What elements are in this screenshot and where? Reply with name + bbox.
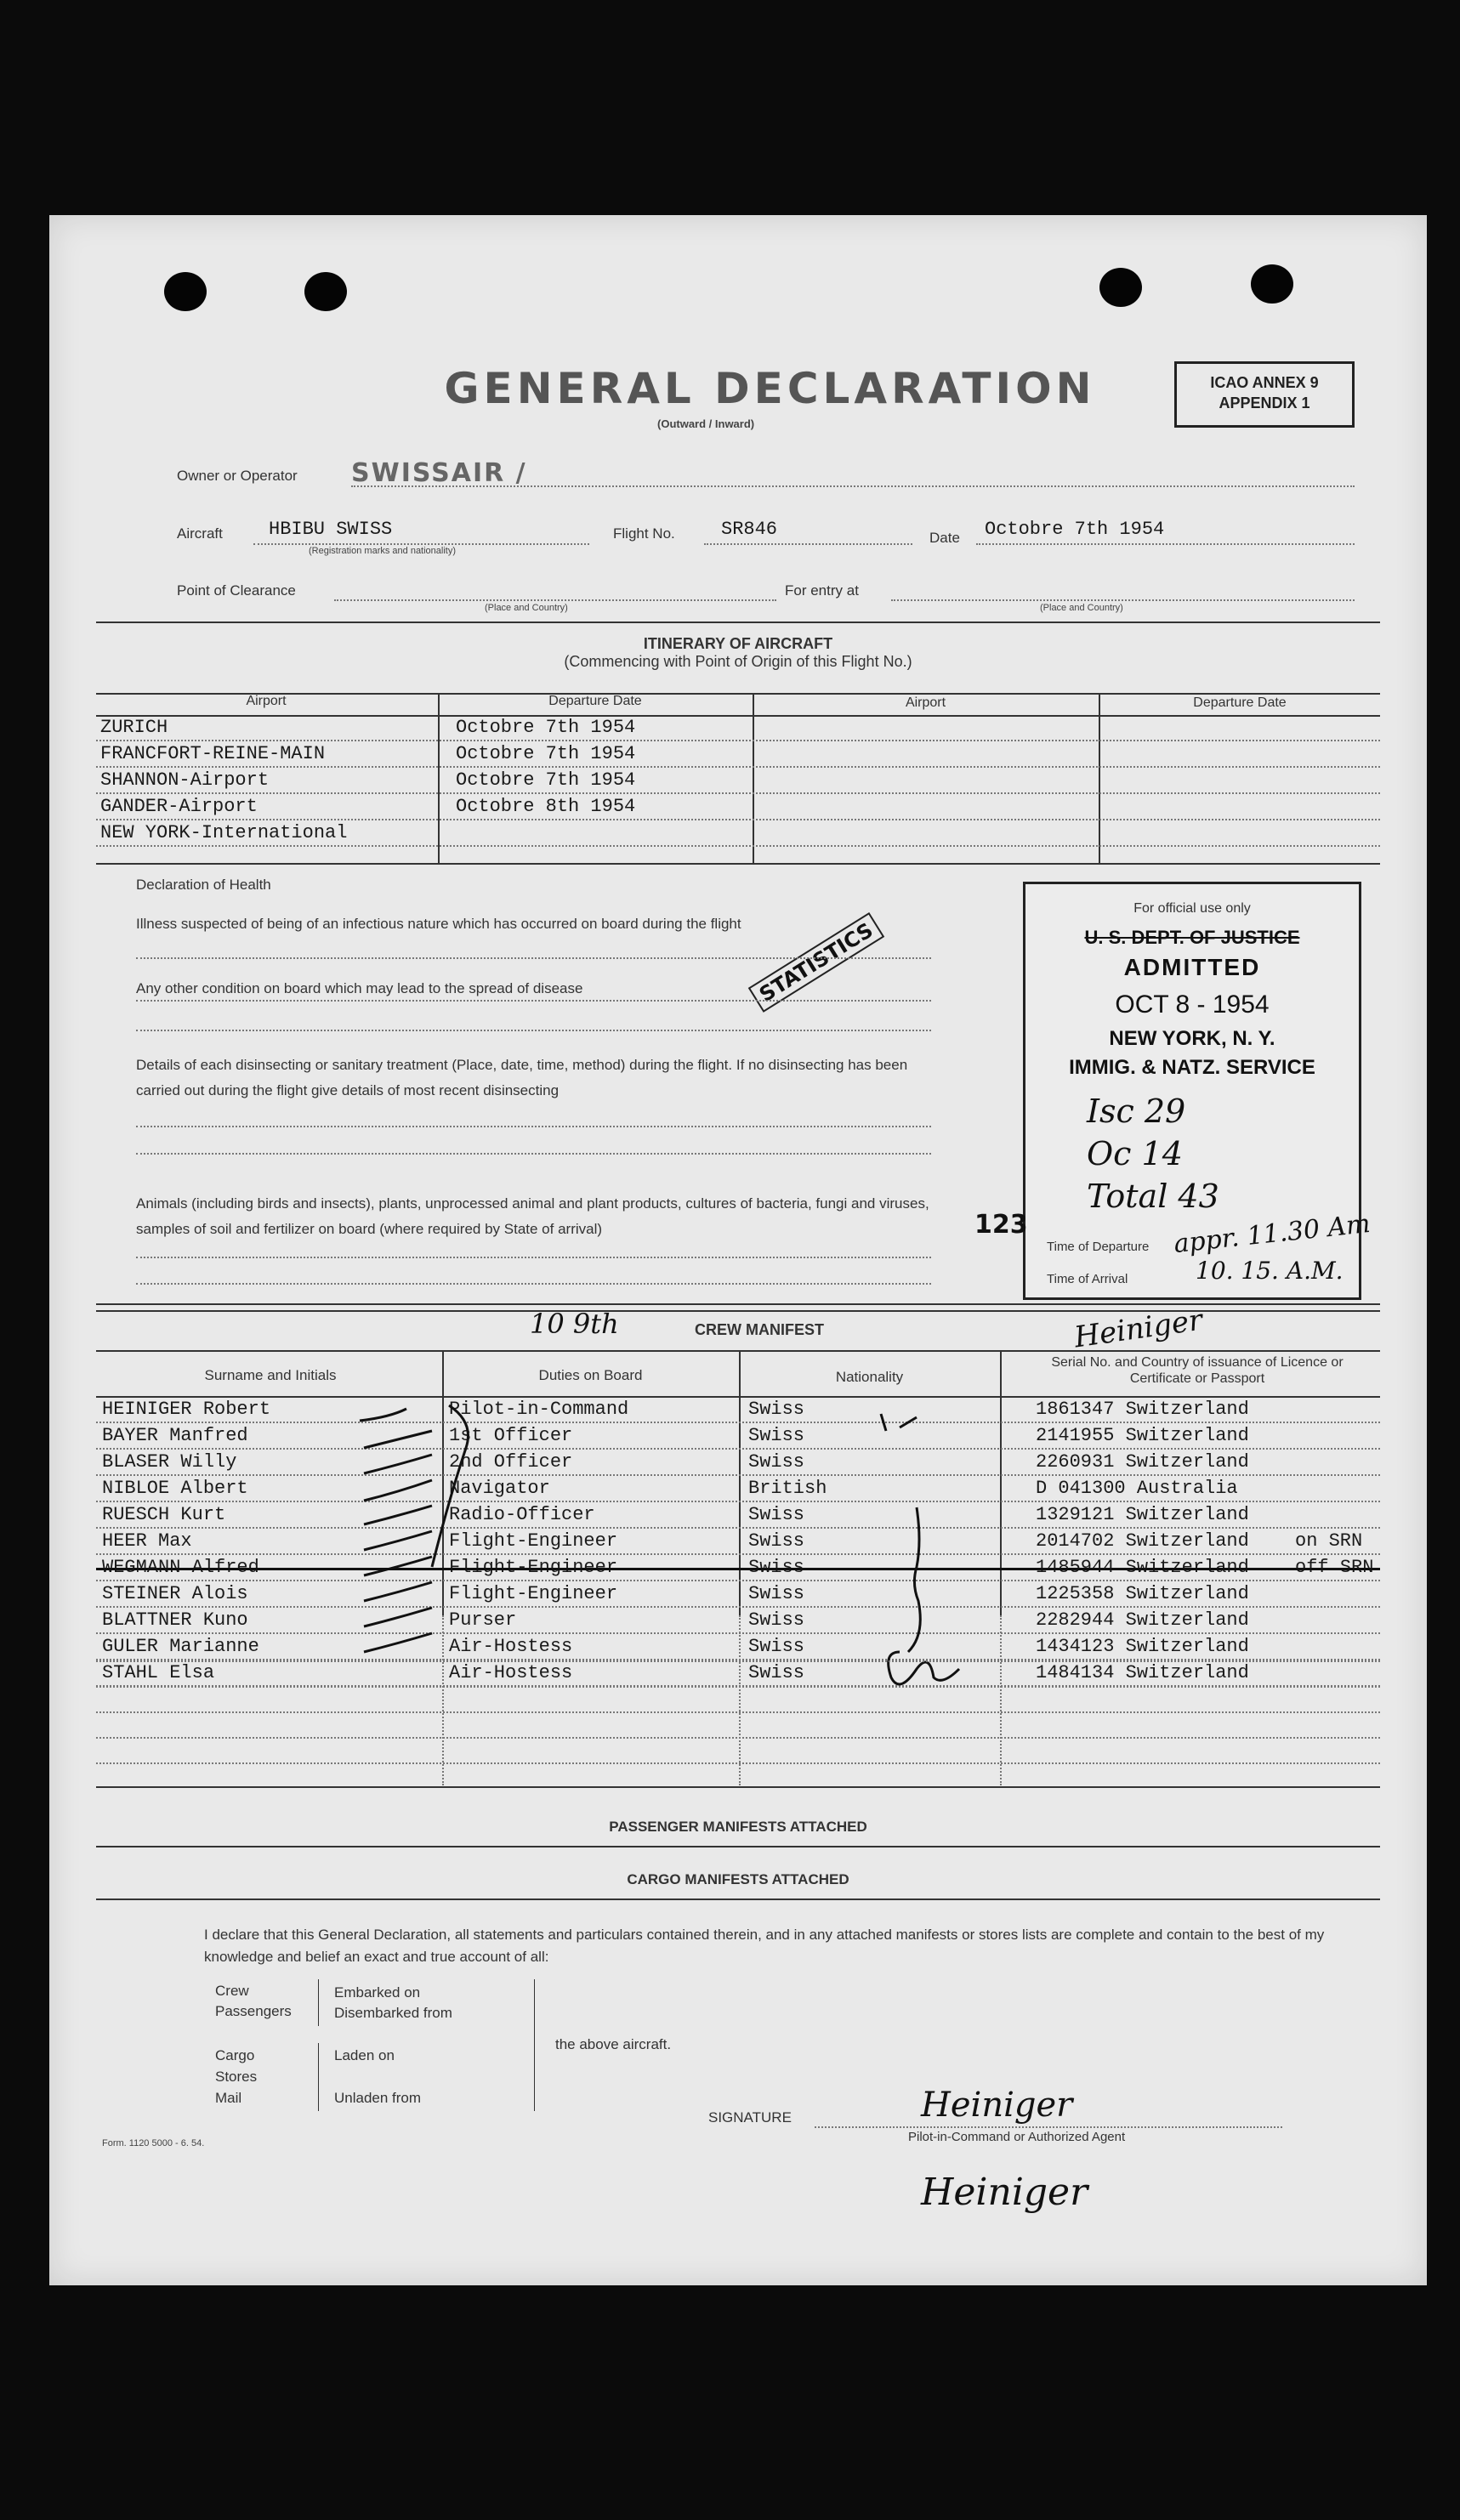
arrival-time: 10. 15. A.M. <box>1196 1257 1344 1285</box>
itinerary-date: Octobre 7th 1954 <box>456 717 636 738</box>
crew-duty: Navigator <box>449 1478 550 1499</box>
punch-hole <box>304 272 347 311</box>
crew-title: CREW MANIFEST <box>695 1321 824 1338</box>
form-number: Form. 1120 5000 - 6. 54. <box>102 2138 205 2148</box>
signature-caption: Pilot-in-Command or Authorized Agent <box>908 2130 1126 2144</box>
passenger-manifests: PASSENGER MANIFESTS ATTACHED <box>609 1819 867 1835</box>
crew-header-licence: Serial No. and Country of issuance of Licence or Certificate or Passport <box>1051 1355 1344 1386</box>
handwritten-oc: Oc 14 <box>1087 1135 1183 1172</box>
crew-duty: Flight-Engineer <box>449 1557 618 1578</box>
health-q3: Details of each disinsecting or sanitary treatment (Place, date, time, method) during the flight. If no disinsecting has been carried out during the flight give details of most recent disinsecting <box>136 1057 908 1098</box>
crew-nationality: Swiss <box>748 1425 805 1446</box>
crew-nationality: Swiss <box>748 1583 805 1604</box>
crew-nationality: Swiss <box>748 1504 805 1525</box>
second-signature: Heiniger <box>921 2171 1088 2214</box>
departure-time: appr. 11.30 Am <box>1172 1208 1372 1260</box>
crew-duty: 1st Officer <box>449 1425 573 1446</box>
icao-box <box>1174 361 1355 428</box>
cargo-manifests: CARGO MANIFESTS ATTACHED <box>627 1871 849 1887</box>
crew-name: HEINIGER Robert <box>102 1399 271 1420</box>
punch-hole <box>1099 268 1142 307</box>
crew-licence: 1861347 Switzerland <box>1036 1399 1249 1420</box>
crew-duty: Radio-Officer <box>449 1504 595 1525</box>
crew-name: BLATTNER Kuno <box>102 1609 248 1631</box>
crew-duty: Flight-Engineer <box>449 1530 618 1552</box>
itinerary-date: Octobre 8th 1954 <box>456 796 636 817</box>
decl-aircraft: the above aircraft. <box>555 2036 672 2052</box>
arrival-label: Time of Arrival <box>1047 1272 1128 1286</box>
dept-of-justice: U. S. DEPT. OF JUSTICE <box>1084 927 1300 948</box>
crew-name: STAHL Elsa <box>102 1662 215 1683</box>
crew-name: STEINER Alois <box>102 1583 248 1604</box>
clearance-label: Point of Clearance <box>177 582 296 599</box>
declaration-text: I declare that this General Declaration, all statements and particulars contained therein, and in any attached manifests or stores lists are complete and contain to the best of my knowledge and belief an exact and true account of all: <box>204 1927 1325 1965</box>
icao-line2: APPENDIX 1 <box>1219 394 1310 411</box>
punch-hole <box>1251 264 1293 304</box>
crew-nationality: Swiss <box>748 1557 805 1578</box>
crew-licence: D 041300 Australia <box>1036 1478 1238 1499</box>
crew-licence: 1484134 Switzerland <box>1036 1662 1249 1683</box>
strike-through <box>96 1568 1380 1570</box>
crew-nationality: Swiss <box>748 1636 805 1657</box>
crew-duty: Pilot-in-Command <box>449 1399 629 1420</box>
crew-licence: 1329121 Switzerland <box>1036 1504 1249 1525</box>
immigration-service: IMMIG. & NATZ. SERVICE <box>1069 1056 1315 1079</box>
record-number: 123 <box>974 1210 1028 1240</box>
itinerary-header-date-2: Departure Date <box>1193 695 1287 710</box>
crew-nationality: Swiss <box>748 1609 805 1631</box>
decl-embarked: Embarked on <box>334 1984 421 2001</box>
crew-note: off SRN <box>1295 1557 1374 1578</box>
itinerary-date: Octobre 7th 1954 <box>456 769 636 791</box>
itinerary-date: Octobre 7th 1954 <box>456 743 636 764</box>
page-subtitle: (Outward / Inward) <box>657 417 755 430</box>
health-q4: Animals (including birds and insects), plants, unprocessed animal and plant products, cultures of bacteria, fungi and viruses, samples of soil and fertilizer on board (where required by State of arrival) <box>136 1195 929 1237</box>
date-value: Octobre 7th 1954 <box>985 519 1165 540</box>
signature-label: SIGNATURE <box>708 2109 792 2126</box>
crew-header-nationality: Nationality <box>835 1369 904 1385</box>
admitted-stamp: ADMITTED <box>1123 954 1261 980</box>
crew-licence: 1485944 Switzerland <box>1036 1557 1249 1578</box>
crew-licence: 2260931 Switzerland <box>1036 1451 1249 1473</box>
entry-note: (Place and Country) <box>1040 603 1123 613</box>
crew-duty: Air-Hostess <box>449 1636 573 1657</box>
crew-nationality: British <box>748 1478 827 1499</box>
itinerary-subtitle: (Commencing with Point of Origin of this Flight No.) <box>564 653 912 670</box>
declaration-form <box>49 215 1427 2285</box>
itinerary-header-airport-2: Airport <box>905 695 946 710</box>
official-use-label: For official use only <box>1133 901 1251 916</box>
itinerary-airport: GANDER-Airport <box>100 796 258 817</box>
crew-duty: Purser <box>449 1609 517 1631</box>
flight-value: SR846 <box>721 519 778 540</box>
crew-duty: Air-Hostess <box>449 1662 573 1683</box>
crew-name: GULER Marianne <box>102 1636 259 1657</box>
nationality-bracket <box>849 1397 968 1703</box>
aircraft-note: (Registration marks and nationality) <box>309 546 457 556</box>
health-title: Declaration of Health <box>136 877 271 893</box>
itinerary-title: ITINERARY OF AIRCRAFT <box>643 635 833 652</box>
crew-handwritten-note: 10 9th <box>530 1308 619 1340</box>
crew-nationality: Swiss <box>748 1451 805 1473</box>
crew-licence: 1434123 Switzerland <box>1036 1636 1249 1657</box>
crew-duty: Flight-Engineer <box>449 1583 618 1604</box>
crew-licence: 2282944 Switzerland <box>1036 1609 1249 1631</box>
itinerary-header-airport-1: Airport <box>246 694 287 708</box>
crew-header-name: Surname and Initials <box>204 1367 337 1383</box>
itinerary-airport: FRANCFORT-REINE-MAIN <box>100 743 326 764</box>
decl-laden: Laden on <box>334 2047 395 2063</box>
handwritten-total: Total 43 <box>1087 1178 1219 1215</box>
crew-nationality: Swiss <box>748 1399 805 1420</box>
statistics-stamp: STATISTICS <box>748 912 884 1013</box>
crew-name: HEER Max <box>102 1530 192 1552</box>
health-q2: Any other condition on board which may lead to the spread of disease <box>136 980 583 996</box>
crew-signature-mark: Heiniger <box>1071 1303 1205 1355</box>
crew-note: on SRN <box>1295 1530 1363 1552</box>
entry-label: For entry at <box>785 582 859 599</box>
crew-name: RUESCH Kurt <box>102 1504 226 1525</box>
owner-label: Owner or Operator <box>177 468 298 484</box>
itinerary-airport: SHANNON-Airport <box>100 769 270 791</box>
crew-name: BLASER Willy <box>102 1451 237 1473</box>
flight-label: Flight No. <box>613 525 675 542</box>
aircraft-label: Aircraft <box>177 525 223 542</box>
crew-check-marks <box>355 1397 508 1669</box>
itinerary-header-date-1: Departure Date <box>548 694 642 708</box>
crew-licence: 2141955 Switzerland <box>1036 1425 1249 1446</box>
crew-name: WEGMANN Alfred <box>102 1557 259 1578</box>
punch-hole <box>164 272 207 311</box>
decl-crew: Crew <box>215 1983 249 1999</box>
admitted-city: NEW YORK, N. Y. <box>1109 1027 1275 1050</box>
crew-licence: 2014702 Switzerland <box>1036 1530 1249 1552</box>
crew-nationality: Swiss <box>748 1530 805 1552</box>
crew-header-duties: Duties on Board <box>538 1367 643 1383</box>
crew-name: NIBLOE Albert <box>102 1478 248 1499</box>
clearance-note: (Place and Country) <box>485 603 568 613</box>
icao-line1: ICAO ANNEX 9 <box>1210 374 1319 391</box>
crew-duty: 2nd Officer <box>449 1451 573 1473</box>
itinerary-airport: ZURICH <box>100 717 168 738</box>
departure-label: Time of Departure <box>1047 1240 1150 1254</box>
date-label: Date <box>929 530 960 546</box>
crew-nationality: Swiss <box>748 1662 805 1683</box>
decl-mail: Mail <box>215 2090 242 2106</box>
handwritten-isc: Isc 29 <box>1087 1093 1186 1130</box>
admitted-date: OCT 8 - 1954 <box>1115 990 1270 1019</box>
decl-cargo: Cargo <box>215 2047 255 2063</box>
decl-unladen: Unladen from <box>334 2090 422 2106</box>
crew-licence: 1225358 Switzerland <box>1036 1583 1249 1604</box>
aircraft-value: HBIBU SWISS <box>269 519 393 540</box>
pilot-signature: Heiniger <box>921 2086 1073 2125</box>
crew-name: BAYER Manfred <box>102 1425 248 1446</box>
page-title: GENERAL DECLARATION <box>444 364 1096 413</box>
health-q1: Illness suspected of being of an infectious nature which has occurred on board during the flight <box>136 916 741 932</box>
decl-passengers: Passengers <box>215 2003 292 2019</box>
decl-stores: Stores <box>215 2069 258 2085</box>
decl-disembarked: Disembarked from <box>334 2005 452 2021</box>
owner-value: SWISSAIR / <box>351 458 527 488</box>
itinerary-airport: NEW YORK-International <box>100 822 348 843</box>
